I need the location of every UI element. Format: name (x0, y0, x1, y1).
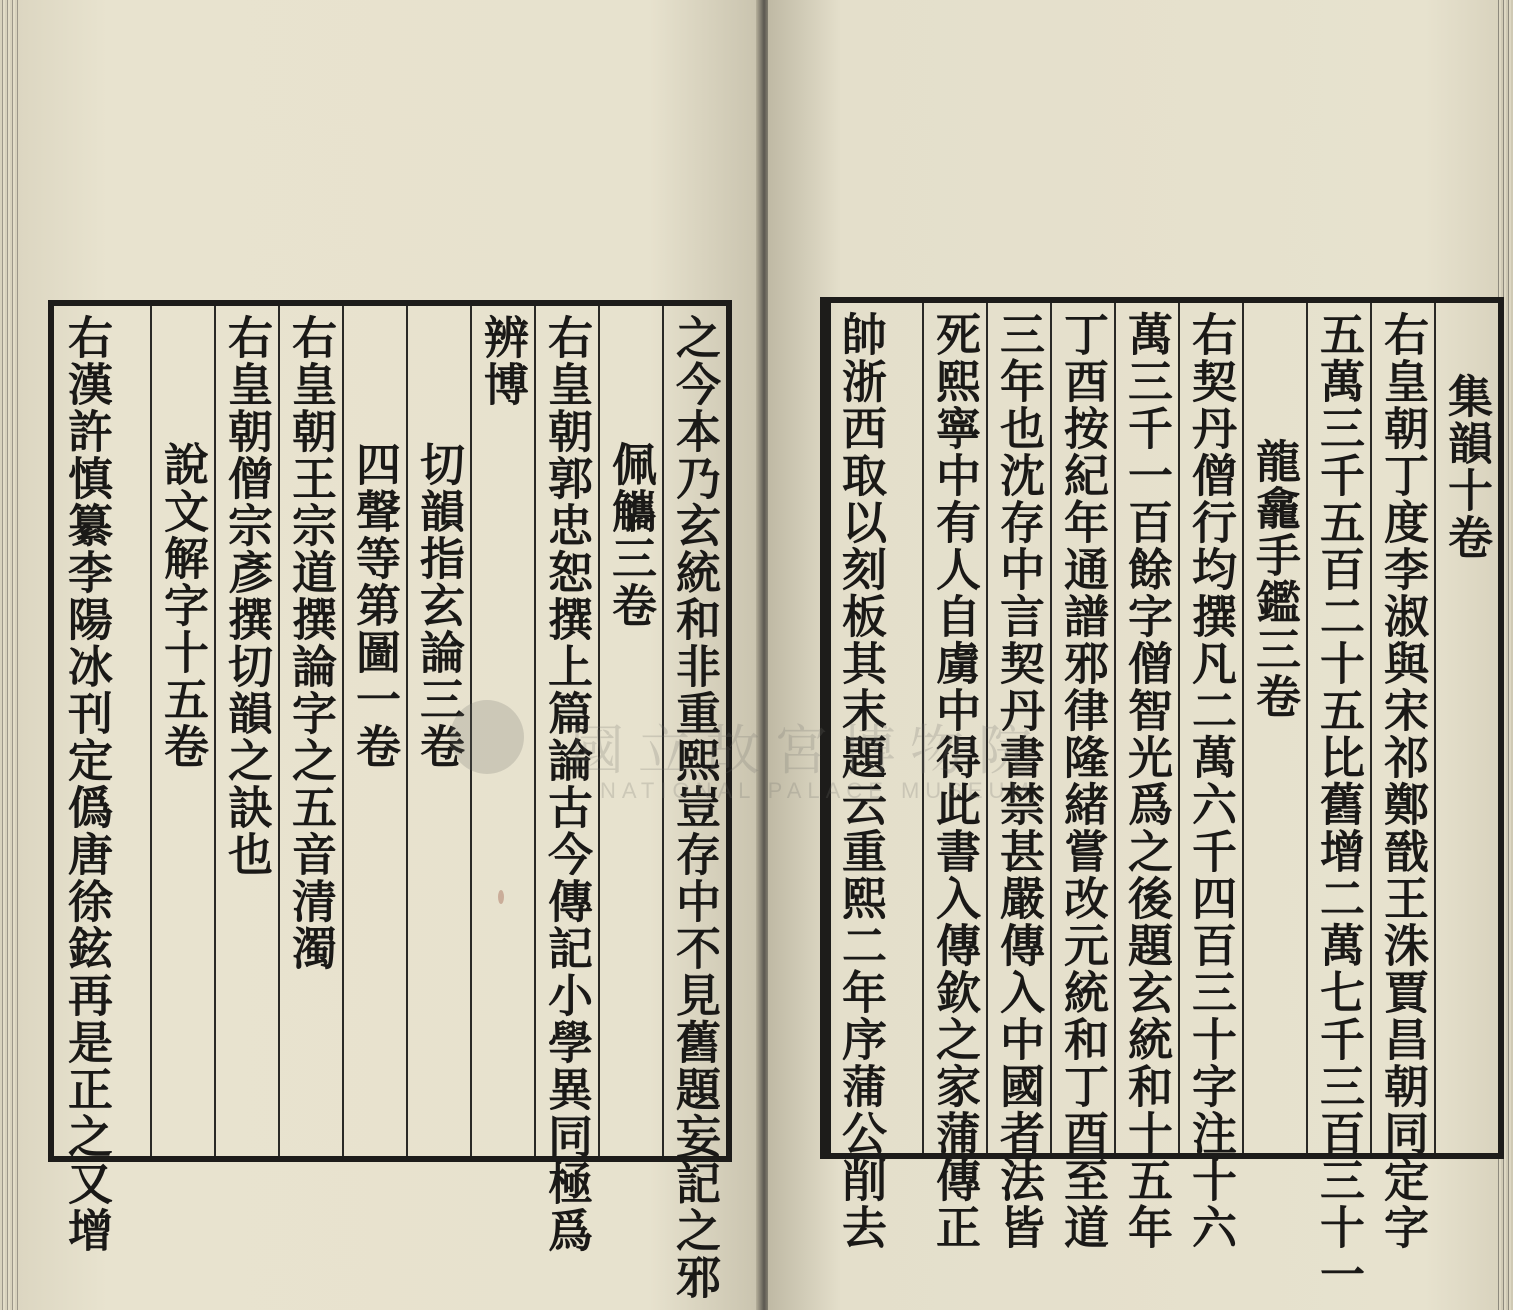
column-text: 右皇朝僧宗彥撰切韻之訣也 (220, 314, 273, 878)
column-text: 帥浙西取以刻板其末題云重熙二年序蒲公削去 (834, 311, 887, 1251)
column-text: 死熙寧中有人自虜中得此書入傳欽之家蒲傳正 (928, 311, 981, 1251)
column-text: 辨博 (476, 314, 529, 408)
column-text: 說文解字十五卷 (156, 441, 209, 770)
column-text: 右皇朝王宗道撰論字之五音清濁 (284, 314, 337, 972)
watermark-text: 國立故宮博物院 (570, 719, 1046, 782)
column-text: 右皇朝郭忠恕撰上篇論古今傳記小學異同極爲 (540, 314, 593, 1254)
column-text: 三年也沈存中言契丹書禁甚嚴傳入中國者法皆 (992, 311, 1045, 1251)
left-column-7 (278, 306, 342, 1156)
column-text: 之今本乃玄統和非重熙豈存中不見舊題妄記之邪 (668, 314, 721, 1301)
column-text: 丁酉按紀年通譜邪律隆緒嘗改元統和丁酉至道 (1056, 311, 1109, 1251)
watermark-subtext: NATIONAL PALACE MUSEUM (600, 778, 1035, 803)
column-text: 右漢許慎纂李陽冰刊定僞唐徐鉉再是正之又增 (60, 314, 113, 1254)
ink-stain (498, 890, 504, 904)
column-text: 四聲等第圖一卷 (348, 441, 401, 770)
column-text: 集韻十卷 (1440, 373, 1493, 561)
right-column-2 (1370, 303, 1434, 1251)
left-column-9 (150, 306, 214, 1156)
column-text: 五萬三千五百二十五比舊增二萬七千三百三十一 (1312, 311, 1365, 1298)
left-column-6 (342, 306, 406, 1156)
right-column-1 (1434, 303, 1498, 1153)
right-page (768, 0, 1498, 1310)
right-column-5 (1178, 303, 1242, 1251)
column-text: 龍龕手鑑三卷 (1248, 438, 1301, 720)
column-text: 佩觿三卷 (604, 441, 657, 629)
left-column-10 (54, 306, 150, 1254)
right-column-4 (1242, 303, 1306, 1153)
column-text: 萬三千一百餘字僧智光爲之後題玄統和十五年 (1120, 311, 1173, 1251)
right-column-3 (1306, 303, 1370, 1298)
right-column-6 (1114, 303, 1178, 1251)
left-column-8 (214, 306, 278, 1156)
column-text: 右皇朝丁度李淑與宋祁鄭戩王洙賈昌朝同定字 (1376, 311, 1429, 1251)
right-column-7 (1050, 303, 1114, 1251)
museum-seal-icon (450, 700, 524, 774)
column-text: 右契丹僧行均撰凡二萬六千四百三十字注十六 (1184, 311, 1237, 1251)
left-page (18, 0, 760, 1310)
column-text: 切韻指玄論三卷 (412, 441, 465, 770)
